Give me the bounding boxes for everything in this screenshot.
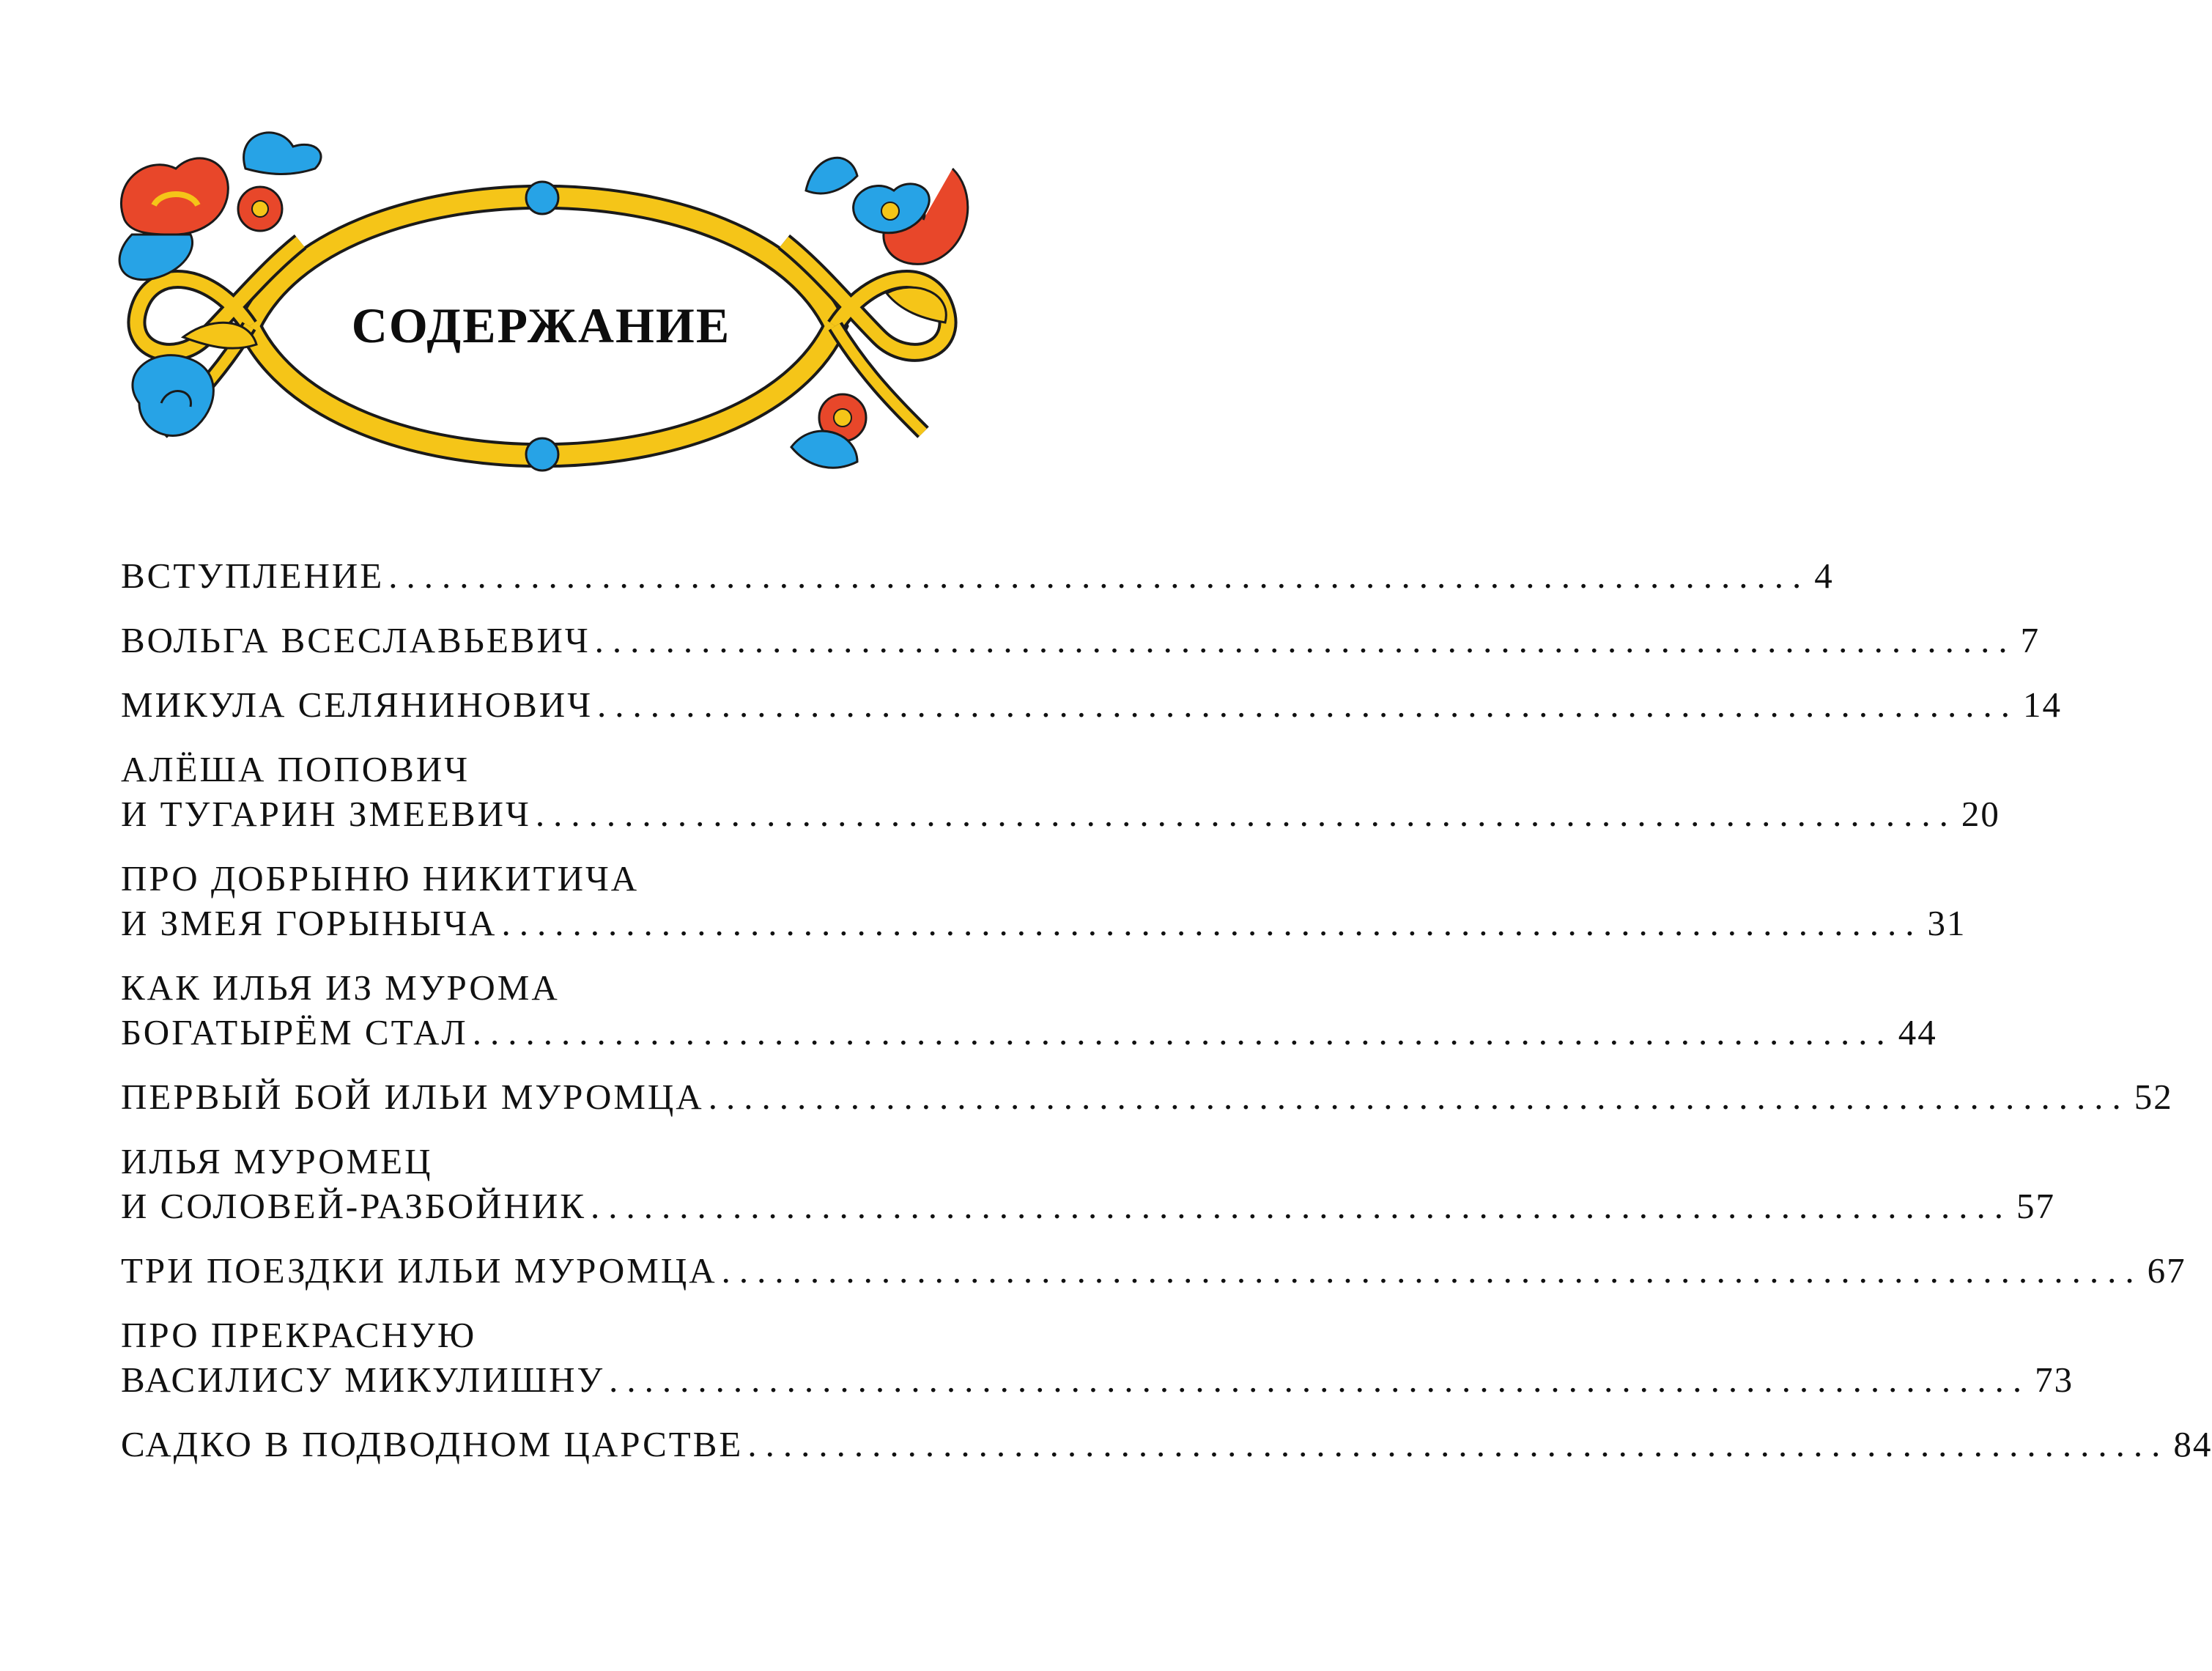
toc-entry-row bbox=[121, 1184, 2055, 1228]
toc-entry-row bbox=[121, 1010, 1937, 1055]
dot-leader: ................................................................................ bbox=[535, 794, 1957, 834]
toc-page-number: 57 bbox=[2016, 1186, 2055, 1226]
toc-entry[interactable] bbox=[121, 1422, 2212, 1467]
toc-entry-title-line: ТРИ ПОЕЗДКИ ИЛЬИ МУРОМЦА bbox=[121, 1250, 717, 1291]
dot-leader: ................................................................................ bbox=[501, 903, 1923, 943]
toc-entry-row bbox=[121, 618, 2041, 663]
right-paisley bbox=[854, 169, 968, 264]
toc-entry[interactable] bbox=[121, 747, 2000, 836]
dot-leader: ................................................................................ bbox=[472, 1012, 1894, 1052]
toc-page-number: 4 bbox=[1814, 556, 1834, 596]
toc-entry-row bbox=[121, 682, 2063, 727]
dot-leader: ................................................................................ bbox=[609, 1360, 2031, 1400]
toc-page-number: 67 bbox=[2147, 1250, 2186, 1291]
toc-page-number: 31 bbox=[1927, 903, 1967, 943]
toc-entry-title-line: КАК ИЛЬЯ ИЗ МУРОМА bbox=[121, 967, 560, 1008]
toc-entry-row bbox=[121, 553, 1834, 598]
toc-entry-row bbox=[121, 1357, 2074, 1402]
toc-entry-row bbox=[121, 1248, 2186, 1293]
toc-entry-title-line: МИКУЛА СЕЛЯНИНОВИЧ bbox=[121, 685, 593, 725]
table-of-contents bbox=[121, 553, 2212, 1486]
toc-entry[interactable] bbox=[121, 965, 1937, 1055]
toc-entry-row bbox=[121, 792, 2000, 836]
toc-entry-title-line: АЛЁША ПОПОВИЧ bbox=[121, 749, 470, 789]
toc-entry-title-line: ВАСИЛИСУ МИКУЛИШНУ bbox=[121, 1360, 605, 1400]
toc-entry-row bbox=[121, 901, 1967, 945]
toc-entry-title-line: ВСТУПЛЕНИЕ bbox=[121, 556, 385, 596]
toc-page-number: 52 bbox=[2134, 1077, 2173, 1117]
page-title: СОДЕРЖАНИЕ bbox=[351, 298, 731, 353]
toc-entry-title-line: И ТУГАРИН ЗМЕЕВИЧ bbox=[121, 794, 531, 834]
toc-page-number: 73 bbox=[2035, 1360, 2074, 1400]
toc-entry-title-line: И ЗМЕЯ ГОРЫНЫЧА bbox=[121, 903, 497, 943]
toc-entry-title-line: ПЕРВЫЙ БОЙ ИЛЬИ МУРОМЦА bbox=[121, 1077, 704, 1117]
dot-leader: ................................................................................ bbox=[594, 620, 2016, 660]
top-bead bbox=[526, 182, 558, 214]
toc-entry-title-line: ПРО ДОБРЫНЮ НИКИТИЧА bbox=[121, 858, 640, 899]
toc-page-number: 84 bbox=[2173, 1424, 2212, 1464]
dot-leader: ................................................................................ bbox=[388, 556, 1810, 596]
toc-entry[interactable] bbox=[121, 618, 2041, 663]
dot-leader: ................................................................................ bbox=[590, 1186, 2012, 1226]
toc-entry[interactable] bbox=[121, 1248, 2186, 1293]
toc-entry-row bbox=[121, 1074, 2173, 1119]
right-blue-leaf bbox=[806, 158, 857, 193]
dot-leader: ................................................................................ bbox=[721, 1250, 2143, 1291]
dot-leader: ................................................................................ bbox=[597, 685, 2019, 725]
bottom-bead bbox=[526, 438, 558, 471]
toc-page-number: 14 bbox=[2023, 685, 2063, 725]
dot-leader: ................................................................................ bbox=[747, 1424, 2170, 1464]
toc-entry-title-line: ПРО ПРЕКРАСНУЮ bbox=[121, 1315, 477, 1355]
toc-entry-row bbox=[121, 1422, 2212, 1467]
toc-page-number: 44 bbox=[1898, 1012, 1937, 1052]
toc-page-number: 20 bbox=[1961, 794, 2000, 834]
toc-entry[interactable] bbox=[121, 1139, 2055, 1228]
toc-entry-title-line: И СОЛОВЕЙ-РАЗБОЙНИК bbox=[121, 1186, 586, 1226]
toc-entry-title-line: ВОЛЬГА ВСЕСЛАВЬЕВИЧ bbox=[121, 620, 591, 660]
left-tulip bbox=[119, 158, 228, 280]
toc-entry-title-line: САДКО В ПОДВОДНОМ ЦАРСТВЕ bbox=[121, 1424, 744, 1464]
left-small-flower bbox=[238, 187, 282, 231]
toc-entry-title-line: БОГАТЫРЁМ СТАЛ bbox=[121, 1012, 468, 1052]
toc-entry[interactable] bbox=[121, 1074, 2173, 1119]
toc-entry[interactable] bbox=[121, 856, 1967, 945]
toc-entry[interactable] bbox=[121, 682, 2063, 727]
dot-leader: ................................................................................ bbox=[708, 1077, 2130, 1117]
toc-entry-title-line: ИЛЬЯ МУРОМЕЦ bbox=[121, 1141, 433, 1181]
toc-page-number: 7 bbox=[2020, 620, 2041, 660]
toc-entry[interactable] bbox=[121, 553, 1834, 598]
left-blue-leaf bbox=[244, 133, 321, 174]
toc-entry[interactable] bbox=[121, 1313, 2074, 1402]
